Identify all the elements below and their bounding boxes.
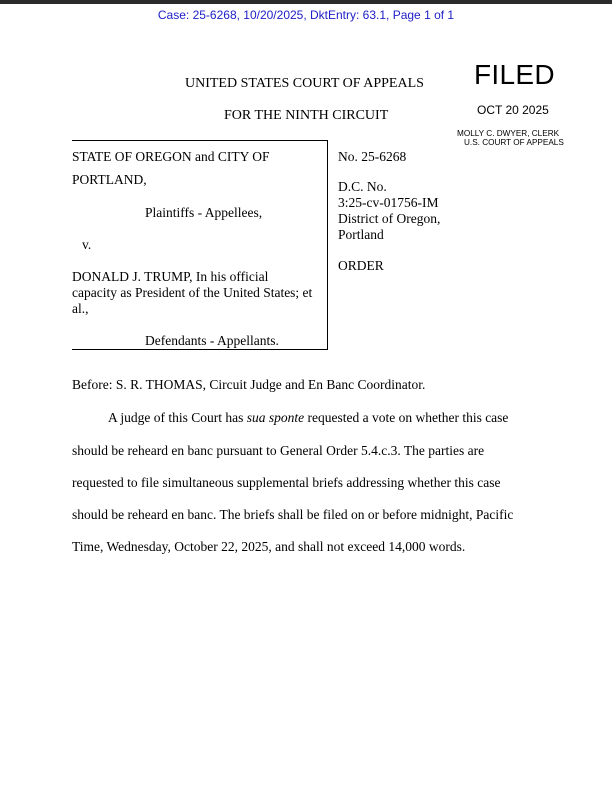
plaintiffs-line2: PORTLAND, [72,172,147,187]
order-line-1-italic: sua sponte [246,410,305,425]
dc-label: D.C. No. [338,179,387,194]
top-border [0,0,612,4]
order-line-1-pre: A judge of this Court has [108,410,247,425]
docket-stamp: Case: 25-6268, 10/20/2025, DktEntry: 63.1, Page 1 of 1 [157,8,455,22]
defendants-line2: capacity as President of the United States; et [72,285,313,300]
circuit-name: FOR THE NINTH CIRCUIT [224,108,389,123]
dc-number: 3:25-cv-01756-IM [338,195,439,210]
order-line-1 [108,410,508,426]
plaintiffs-role: Plaintiffs - Appellees, [145,205,263,220]
clerk-name: MOLLY C. DWYER, CLERK [457,129,560,138]
filed-label: FILED [474,59,555,90]
order-line-1-post: requested a vote on whether this case [304,410,509,425]
order-line-2: should be reheard en banc pursuant to General Order 5.4.c.3. The parties are [72,443,485,458]
clerk-office: U.S. COURT OF APPEALS [464,138,564,147]
defendants-line3: al., [72,301,89,316]
district: District of Oregon, [338,211,441,226]
plaintiffs-line1: STATE OF OREGON and CITY OF [72,149,270,164]
panel-line: Before: S. R. THOMAS, Circuit Judge and En Banc Coordinator. [72,377,426,392]
versus: v. [82,237,92,252]
order-line-3: requested to file simultaneous supplemental briefs addressing whether this case [72,475,501,490]
city: Portland [338,227,384,242]
defendants-role: Defendants - Appellants. [145,333,279,348]
court-name: UNITED STATES COURT OF APPEALS [185,76,424,91]
filed-date: OCT 20 2025 [477,103,549,117]
document-type: ORDER [338,258,384,273]
case-number: No. 25-6268 [338,149,407,164]
defendants-line1: DONALD J. TRUMP, In his official [72,269,269,284]
order-line-5: Time, Wednesday, October 22, 2025, and shall not exceed 14,000 words. [72,539,466,554]
order-line-4: should be reheard en banc. The briefs shall be filed on or before midnight, Pacific [72,507,514,522]
